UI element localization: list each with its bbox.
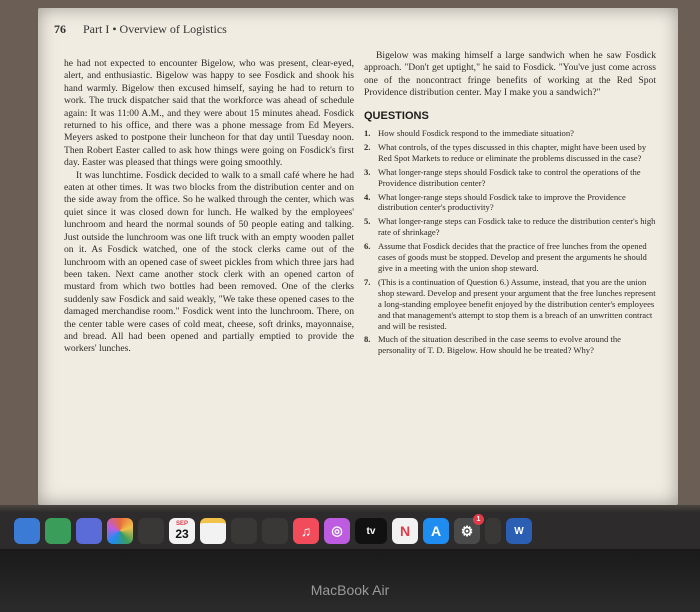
questions-heading: QUESTIONS <box>364 109 429 122</box>
music-icon[interactable]: ♫ <box>293 518 319 544</box>
case-paragraph: Bigelow was making himself a large sandwich when he saw Fosdick approach. "Don't get uptight," he said to Fosdick. "You've just come across one of the noncontract fringe benefits of working at the Red Spot Providence distribution center. May I make you a sandwich?" <box>364 50 656 99</box>
question-item: 1. How should Fosdick respond to the immediate situation? <box>364 128 574 139</box>
blank-app-icon[interactable] <box>138 518 164 544</box>
blank-app-icon[interactable] <box>485 518 501 544</box>
finder-icon[interactable] <box>14 518 40 544</box>
left-column <box>64 58 354 356</box>
page-number: 76 <box>54 22 66 36</box>
part-title: Part I • Overview of Logistics <box>83 22 227 36</box>
question-item: 5. What longer-range steps can Fosdick take to reduce the distribution center's high rate of shrinkage? <box>364 216 656 238</box>
notes-icon[interactable] <box>200 518 226 544</box>
right-column <box>364 50 656 359</box>
laptop-bezel <box>0 549 700 612</box>
calendar-icon[interactable] <box>169 518 195 544</box>
screen-bezel-shadow <box>0 505 700 513</box>
questions-list <box>364 128 656 356</box>
question-item: 2. What controls, of the types discussed in this chapter, might have been used by Red Spot Markets to reduce or eliminate the problems discussed in the case? <box>364 141 647 163</box>
launchpad-icon[interactable] <box>76 518 102 544</box>
word-label: W <box>514 525 524 537</box>
apple-tv-icon[interactable] <box>355 518 387 544</box>
news-icon[interactable]: N <box>392 518 418 544</box>
question-item: 4. What longer-range steps should Fosdick take to improve the Providence distribution center's productivity? <box>364 191 626 213</box>
question-item: 3. What longer-range steps should Fosdick take to control the operations of the Providence distribution center? <box>364 166 641 188</box>
word-icon[interactable] <box>506 518 532 544</box>
app-store-icon[interactable]: A <box>423 518 449 544</box>
facetime-icon[interactable] <box>45 518 71 544</box>
photos-icon[interactable] <box>107 518 133 544</box>
question-item: 6. Assume that Fosdick decides that the practice of free lunches from the opened cases of goods must be stopped. Develop and present the arguments he should give in a meeting with the union shop steward. <box>364 241 647 273</box>
page-header <box>54 22 227 37</box>
tv-label: tv <box>366 525 376 537</box>
book-page <box>38 8 678 505</box>
podcasts-icon[interactable]: ◎ <box>324 518 350 544</box>
laptop-brand-label: MacBook Air <box>310 582 390 598</box>
calendar-month: SEP <box>175 521 188 527</box>
calendar-day: 23 <box>175 527 189 541</box>
question-item: 7. (This is a continuation of Question 6.) Assume, instead, that you are the union shop steward. Develop and present your argument that the free lunches represent a long-standing employee benefit enjoyed by the distribution center's employees and that management's attempt to stop them is a breach of an unwritten contract and will be resisted. <box>364 276 656 331</box>
question-item: 8. Much of the situation described in the case seems to evolve around the personality of T. D. Bigelow. How should he be treated? Why? <box>364 334 621 356</box>
blank-app-icon[interactable] <box>262 518 288 544</box>
notification-badge: 1 <box>473 514 484 525</box>
case-paragraph: It was lunchtime. Fosdick decided to walk to a small café where he had eaten at other times. It was two blocks from the distribution center and on the side away from the office. So he walked through the center, which was quiet since it was closed down for lunch. He walked by the employees' lunchroom and heard the normal sounds of 50 people eating and talking. Just outside the lunchroom was one lift truck with an empty wooden pallet on it. As Fosdick watched, one of the stock clerks came out of the lunchroom with an opened case of sweet pickles from which three jars had been taken. Next came another stock clerk with an opened carton of mustard from which two bottles had been removed. One of the clerks suddenly saw Fosdick and said weakly, "We take these opened cases to the damaged merchandise room." Fosdick went into the lunchroom. There, on the center table were cases of cold meat, cheese, soft drinks, mayonnaise, and bread. All had been opened and partially emptied to provide the workers' lunches. <box>64 169 354 355</box>
macos-dock <box>0 513 700 549</box>
system-preferences-icon[interactable]: ⚙ 1 <box>454 518 480 544</box>
blank-app-icon[interactable] <box>231 518 257 544</box>
case-paragraph: he had not expected to encounter Bigelow, who was present, clear-eyed, alert, and enthusiastic. Bigelow was happy to see Fosdick and shook his hand warmly. Bigelow then excused himself, saying he had to return to work. The truck dispatcher said that the workforce was ahead of schedule again: It was 11:00 A.M., and they were about 15 minutes ahead. Fosdick returned to his office, and there was a phone message from Ed Meyers. Meyers asked to postpone their luncheon for that day until Tuesday noon. Then Robert Easter called to ask how things were going on Fosdick's first day. Easter was pleased that things were going smoothly. <box>64 58 354 169</box>
